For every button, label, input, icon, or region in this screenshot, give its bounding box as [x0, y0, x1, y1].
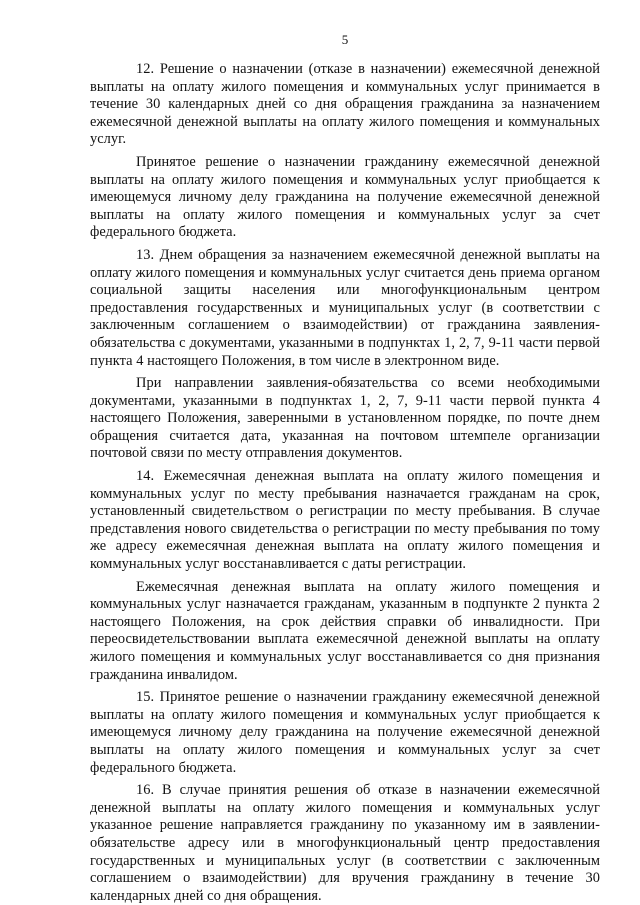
paragraph-14-disability: Ежемесячная денежная выплата на оплату жилого помещения и коммунальных услуг назначается гражданам, указанным в подпункте 2 пункта 2 настоящего Положения, на срок действия справки об инвалидности. При переосвидетельствовании выплата ежемесячной денежной выплаты на оплату жилого помещения и коммунальных услуг восстанавливается со дня признания гражданина инвалидом.: [90, 578, 600, 683]
paragraph-13: 13. Днем обращения за назначением ежемесячной денежной выплаты на оплату жилого помещения и коммунальных услуг считается день приема органом социальной защиты населения или многофункциональным центром предоставления государственных и муниципальных услуг (в соответствии с заключенным соглашением о взаимодействии) от гражданина заявления-обязательства с документами, указанными в подпунктах 1, 2, 7, 9-11 части первой пункта 4 настоящего Положения, в том числе в электронном виде.: [90, 246, 600, 369]
paragraph-12-decision: Принятое решение о назначении гражданину ежемесячной денежной выплаты на оплату жилого помещения и коммунальных услуг приобщается к имеющемуся личному делу гражданина на получение ежемесячной денежной выплаты на оплату жилого помещения и коммунальных услуг за счет федерального бюджета.: [90, 153, 600, 241]
page-number: 5: [341, 32, 349, 47]
paragraph-13-mail: При направлении заявления-обязательства со всеми необходимыми документами, указанными в подпунктах 1, 2, 7, 9-11 части первой пункта 4 настоящего Положения, заверенными в установленном порядке, по почте днем обращения считается дата, указанная на почтовом штемпеле организации почтовой связи по месту отправления документов.: [90, 375, 600, 462]
paragraph-14: 14. Ежемесячная денежная выплата на оплату жилого помещения и коммунальных услуг по месту пребывания назначается гражданам на срок, установленный свидетельством о регистрации по месту пребывания. В случае представления нового свидетельства о регистрации по месту пребывания по тому же адресу ежемесячная денежная выплата на оплату жилого помещения и коммунальных услуг восстанавливается с даты регистрации.: [90, 468, 600, 573]
paragraph-15: 15. Принятое решение о назначении гражданину ежемесячной денежной выплаты на оплату жилого помещения и коммунальных услуг приобщается к имеющемуся личному делу гражданина на получение ежемесячной денежной выплаты на оплату жилого помещения и коммунальных услуг за счет федерального бюджета.: [90, 689, 600, 776]
paragraph-12: 12. Решение о назначении (отказе в назначении) ежемесячной денежной выплаты на оплату жилого помещения и коммунальных услуг принимается в течение 30 календарных дней со дня обращения гражданина за назначением ежемесячной денежной выплаты на оплату жилого помещения и коммунальных услуг.: [90, 61, 600, 148]
paragraph-16: 16. В случае принятия решения об отказе в назначении ежемесячной денежной выплаты на оплату жилого помещения и коммунальных услуг указанное решение направляется гражданину по указанному им в заявлении-обязательстве адресу или в многофункциональный центр предоставления государственных и муниципальных услуг (в соответствии с заключенным соглашением о взаимодействии) для вручения гражданину в течение 30 календарных дней со дня обращения.: [90, 782, 600, 904]
